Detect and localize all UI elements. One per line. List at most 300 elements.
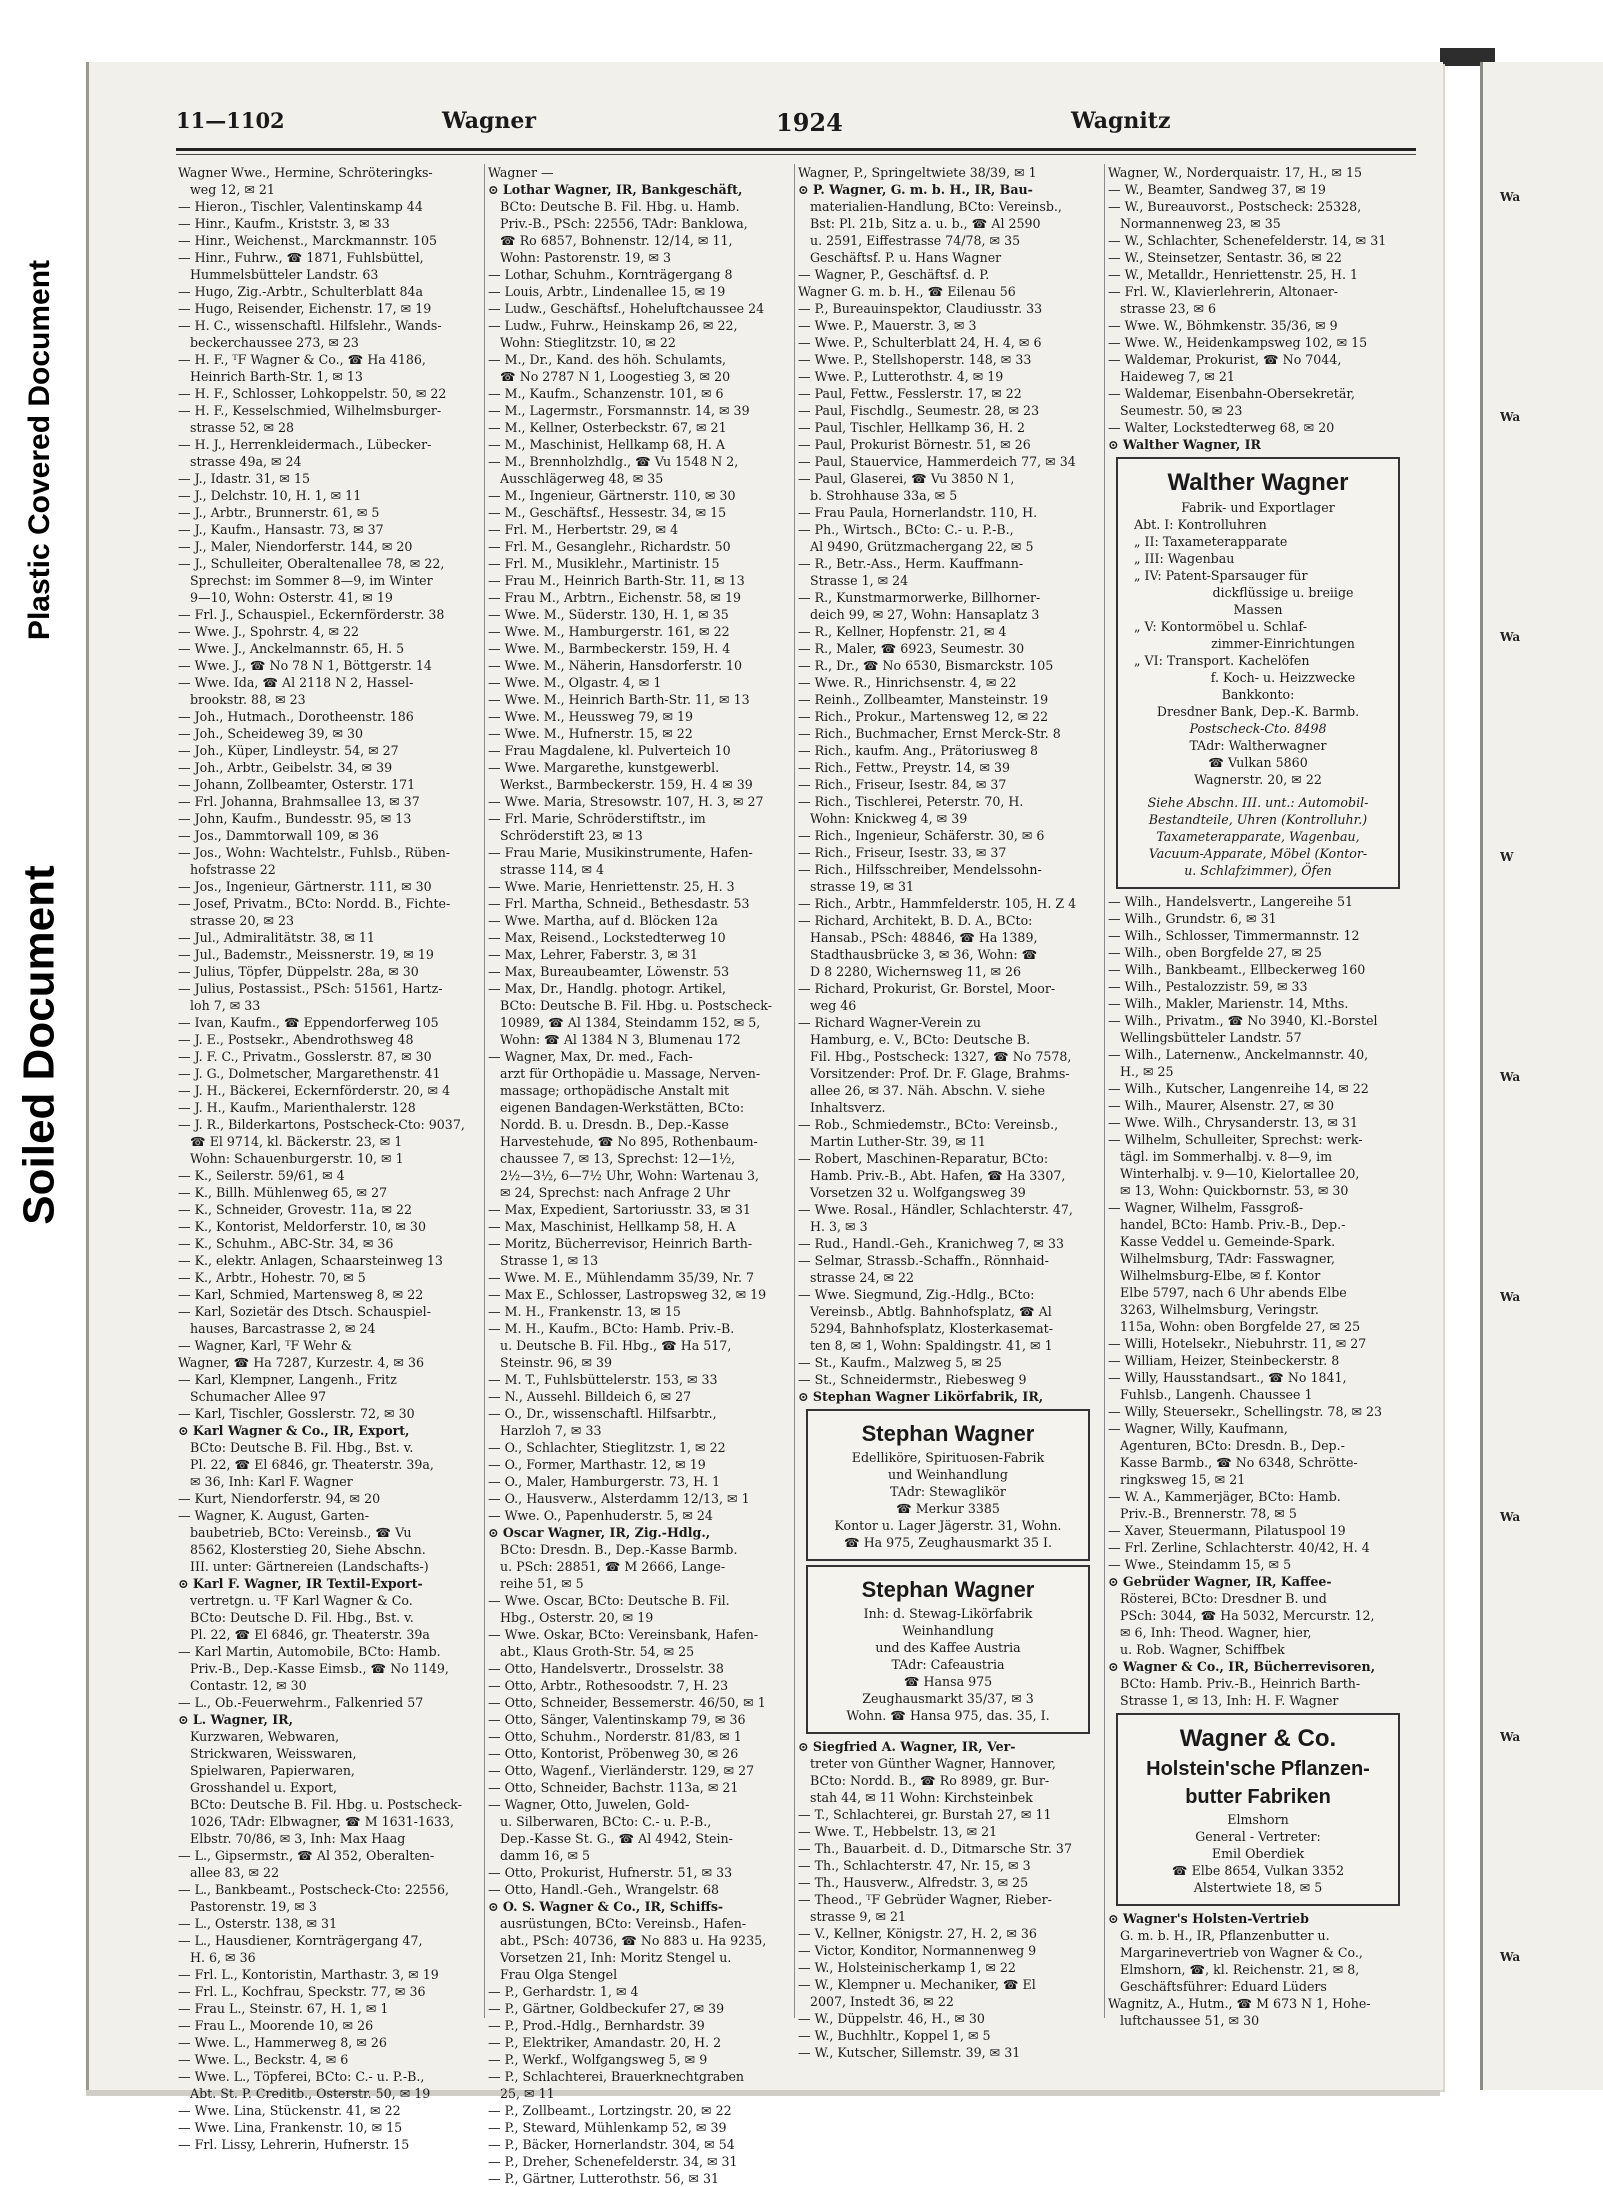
directory-entry-line: u. Deutsche B. Fil. Hbg., ☎ Ha 517, [500,1338,732,1353]
directory-entry-line: — St., Kaufm., Malzweg 5, ✉ 25 [798,1355,1002,1370]
directory-entry-line: Margarinevertrieb von Wagner & Co., [1120,1945,1363,1960]
directory-entry-line: H. 3, ✉ 3 [810,1219,868,1234]
directory-entry-line: — Th., Schlachterstr. 47, Nr. 15, ✉ 3 [798,1858,1031,1873]
directory-entry-line: — Th., Hausverw., Alfredstr. 3, ✉ 25 [798,1875,1029,1890]
directory-entry-line: — Wwe. P., Mauerstr. 3, ✉ 3 [798,318,977,333]
directory-entry-line: — Wwe. M., Süderstr. 130, H. 1, ✉ 35 [488,607,729,622]
directory-entry-line: Wagner, P., Springeltwiete 38/39, ✉ 1 [798,165,1037,180]
directory-entry-line: — Frau L., Steinstr. 67, H. 1, ✉ 1 [178,2001,389,2016]
directory-entry-line: — Frau Marie, Musikinstrumente, Hafen- [488,845,753,860]
directory-entry-line: — Frl. Lissy, Lehrerin, Hufnerstr. 15 [178,2137,410,2152]
directory-entry-line: allee 83, ✉ 22 [190,1865,280,1880]
directory-entry-line: — Otto, Arbtr., Rothesoodstr. 7, H. 23 [488,1678,729,1693]
directory-entry-line: — Wilh., Grundstr. 6, ✉ 31 [1108,911,1277,926]
directory-entry-line: — Louis, Arbtr., Lindenallee 15, ✉ 19 [488,284,726,299]
directory-entry-line: Geschäftsf. P. u. Hans Wagner [810,250,1002,265]
directory-entry-line: — L., Ob.-Feuerwehrm., Falkenried 57 [178,1695,424,1710]
directory-entry-line: — O., Maler, Hamburgerstr. 73, H. 1 [488,1474,721,1489]
directory-entry-line: — P., Steward, Mühlenkamp 52, ✉ 39 [488,2120,727,2135]
directory-entry-line: Hamb. Priv.-B., Abt. Hafen, ☎ Ha 3307, [810,1168,1066,1183]
directory-entry-line: — Theod., ᵀF Gebrüder Wagner, Rieber- [798,1892,1052,1907]
directory-entry-line: — Otto, Kontorist, Pröbenweg 30, ✉ 26 [488,1746,739,1761]
directory-entry-line: Al 9490, Grützmachergang 22, ✉ 5 [810,539,1034,554]
directory-entry-line: Geschäftsführer: Eduard Lüders [1120,1979,1327,1994]
directory-entry-line: — Frl. W., Klavierlehrerin, Altonaer- [1108,284,1339,299]
directory-entry-line: 8562, Klosterstieg 20, Siehe Abschn. [190,1542,426,1557]
directory-entry-line: Haideweg 7, ✉ 21 [1120,369,1235,384]
directory-entry-line: 25, ✉ 11 [500,2086,555,2101]
directory-entry-line: baubetrieb, BCto: Vereinsb., ☎ Vu [190,1525,412,1540]
ad-title: Wagner & Co. [1179,1725,1337,1752]
directory-entry-line: — Otto, Handl.-Geh., Wrangelstr. 68 [488,1882,719,1897]
ad-line: dickflüssige u. breiige [1212,585,1354,600]
directory-entry-line: strasse 9, ✉ 21 [810,1909,907,1924]
directory-entry-line: — Lothar, Schuhm., Kornträgergang 8 [488,267,733,282]
directory-entry-line: — Max E., Schlosser, Lastropsweg 32, ✉ 19 [488,1287,767,1302]
ad-line: TAdr: Cafeaustria [891,1657,1005,1672]
directory-entry-line: — Walter, Lockstedterweg 68, ✉ 20 [1108,420,1335,435]
directory-entry-line: — Jos., Ingenieur, Gärtnerstr. 111, ✉ 30 [178,879,432,894]
directory-entry-line: — T., Schlachterei, gr. Burstah 27, ✉ 11 [798,1807,1052,1822]
directory-entry-line: — Wwe. W., Heidenkampsweg 102, ✉ 15 [1108,335,1368,350]
directory-entry-line: Grosshandel u. Export, [190,1780,338,1795]
directory-entry-line: — Wagner, Willy, Kaufmann, [1108,1421,1288,1436]
directory-entry-line: — Paul, Fettw., Fesslerstr. 17, ✉ 22 [798,386,1022,401]
directory-entry-line: massage; orthopädische Anstalt mit [500,1083,730,1098]
directory-entry-line: — Wagner, P., Geschäftsf. d. P. [798,267,990,282]
ad-walther-wagner [1116,457,1400,889]
directory-entry-line: damm 16, ✉ 5 [500,1848,591,1863]
ad-note: Siehe Abschn. III. unt.: Automobil- [1147,795,1369,810]
directory-entry-line: — Xaver, Steuermann, Pilatuspool 19 [1108,1523,1346,1538]
directory-entry-line: ☎ No 2787 N 1, Loogestieg 3, ✉ 20 [500,369,731,384]
directory-entry-line: Wilhelmsburg-Elbe, ✉ f. Kontor [1120,1268,1321,1283]
directory-entry-line: — Wwe. P., Schulterblatt 24, H. 4, ✉ 6 [798,335,1042,350]
ad-title: Walther Wagner [1167,469,1349,496]
directory-entry-line: Fil. Hbg., Postscheck: 1327, ☎ No 7578, [810,1049,1072,1064]
ad-line: „ V: Kontormöbel u. Schlaf- [1134,619,1308,634]
directory-entry-line: ⊙ Stephan Wagner Likörfabrik, IR, [798,1389,1044,1404]
directory-entry-line: — Frl. L., Kontoristin, Marthastr. 3, ✉ 19 [178,1967,439,1982]
directory-entry-line: strasse 114, ✉ 4 [500,862,605,877]
directory-entry-line: — Rich., Ingenieur, Schäferstr. 30, ✉ 6 [798,828,1045,843]
ad-title: butter Fabriken [1185,1786,1331,1808]
directory-entry-line: — Johann, Zollbeamter, Osterstr. 171 [178,777,416,792]
directory-entry-line: — J. F. C., Privatm., Gosslerstr. 87, ✉ 30 [178,1049,432,1064]
directory-entry-line: — Jul., Bademstr., Meissnerstr. 19, ✉ 19 [178,947,434,962]
directory-entry-line: Spielwaren, Papierwaren, [190,1763,355,1778]
directory-entry-line: — J. H., Kaufm., Marienthalerstr. 128 [178,1100,416,1115]
directory-entry-line: — O., Dr., wissenschaftl. Hilfsarbtr., [488,1406,717,1421]
directory-entry-line: — W., Bureauvorst., Postscheck: 25328, [1108,199,1362,214]
directory-entry-line: — M., Kaufm., Schanzenstr. 101, ✉ 6 [488,386,724,401]
directory-entry-line: Wohn: Knickweg 4, ✉ 39 [810,811,968,826]
directory-entry-line: Priv.-B., Dep.-Kasse Eimsb., ☎ No 1149, [190,1661,449,1676]
directory-entry-line: — William, Heizer, Steinbeckerstr. 8 [1108,1353,1340,1368]
directory-entry-line: — P., Gerhardstr. 1, ✉ 4 [488,1984,639,1999]
ad-line: Alstertwiete 18, ✉ 5 [1193,1880,1323,1895]
directory-entry-line: — Paul, Prokurist Börnestr. 51, ✉ 26 [798,437,1031,452]
directory-entry-line: — Wilh., Privatm., ☎ No 3940, Kl.-Borstel [1108,1013,1378,1028]
directory-entry-line: Vorsetzen 21, Inh: Moritz Stengel u. [500,1950,732,1965]
directory-entry-line: Heinrich Barth-Str. 1, ✉ 13 [190,369,363,384]
directory-entry-line: — Frau L., Moorende 10, ✉ 26 [178,2018,374,2033]
directory-entry-line: — K., Arbtr., Hohestr. 70, ✉ 5 [178,1270,366,1285]
ad-stephan-wagner-1 [806,1409,1090,1561]
directory-entry-line: — Rich., Friseur, Isestr. 33, ✉ 37 [798,845,1007,860]
directory-entry-line: strasse 20, ✉ 23 [190,913,295,928]
directory-entry-line: — Wwe. M. E., Mühlendamm 35/39, Nr. 7 [488,1270,755,1285]
ad-line: „ IV: Patent-Sparsauger für [1134,568,1308,583]
directory-entry-line: — V., Kellner, Königstr. 27, H. 2, ✉ 36 [798,1926,1037,1941]
directory-entry-line: BCto: Deutsche D. Fil. Hbg., Bst. v. [190,1610,414,1625]
directory-entry-line: — Ludw., Fuhrw., Heinskamp 26, ✉ 22, [488,318,738,333]
directory-entry-line: Agenturen, BCto: Dresdn. B., Dep.- [1120,1438,1345,1453]
directory-entry-line: Wilhelmsburg, TAdr: Fasswagner, [1120,1251,1336,1266]
directory-entry-line: — M., Ingenieur, Gärtnerstr. 110, ✉ 30 [488,488,736,503]
directory-entry-line: — Frau Paula, Hornerlandstr. 110, H. [798,505,1038,520]
directory-entry-line: Kasse Veddel u. Gemeinde-Spark. [1120,1234,1336,1249]
directory-entry-line: — P., Gärtner, Lutterothstr. 56, ✉ 31 [488,2171,719,2186]
directory-entry-line: ⊙ Siegfried A. Wagner, IR, Ver- [798,1739,1016,1754]
directory-entry-line: Pl. 22, ☎ El 6846, gr. Theaterstr. 39a, [190,1457,434,1472]
directory-entry-line: — Frl. M., Musiklehr., Martinistr. 15 [488,556,720,571]
directory-entry-line: — Willy, Hausstandsart., ☎ No 1841, [1108,1370,1347,1385]
directory-entry-line: — J., Delchstr. 10, H. 1, ✉ 11 [178,488,362,503]
directory-entry-line: — M. H., Frankenstr. 13, ✉ 15 [488,1304,681,1319]
ad-line: Wohn. ☎ Hansa 975, das. 35, I. [846,1708,1050,1723]
directory-entry-line: deich 99, ✉ 27, Wohn: Hansaplatz 3 [810,607,1040,622]
directory-entry-line: — Otto, Prokurist, Hufnerstr. 51, ✉ 33 [488,1865,733,1880]
directory-entry-line: — R., Dr., ☎ No 6530, Bismarckstr. 105 [798,658,1054,673]
directory-entry-line: ☎ El 9714, kl. Bäckerstr. 23, ✉ 1 [190,1134,403,1149]
directory-entry-line: Strasse 1, ✉ 13, Inh: H. F. Wagner [1120,1693,1339,1708]
directory-entry-line: BCto: Nordd. B., ☎ Ro 8989, gr. Bur- [810,1773,1050,1788]
directory-entry-line: — Wwe. M., Olgastr. 4, ✉ 1 [488,675,662,690]
directory-entry-line: — Rud., Handl.-Geh., Kranichweg 7, ✉ 33 [798,1236,1064,1251]
directory-entry-line: — Frl. M., Gesanglehr., Richardstr. 50 [488,539,731,554]
ad-line: Bankkonto: [1221,687,1295,702]
directory-entry-line: — Willi, Hotelsekr., Niebuhrstr. 11, ✉ 27 [1108,1336,1367,1351]
directory-entry-line: — Wwe. R., Hinrichsenstr. 4, ✉ 22 [798,675,1017,690]
directory-entry-line: ⊙ L. Wagner, IR, [178,1712,293,1727]
directory-entry-line: Priv.-B., Brennerstr. 78, ✉ 5 [1120,1506,1297,1521]
directory-entry-line: ✉ 13, Wohn: Quickbornstr. 53, ✉ 30 [1120,1183,1349,1198]
ad-line: ☎ Ha 975, Zeughausmarkt 35 I. [844,1535,1052,1550]
directory-entry-line: — K., Schneider, Grovestr. 11a, ✉ 22 [178,1202,413,1217]
directory-entry-line: — P., Prod.-Hdlg., Bernhardstr. 39 [488,2018,705,2033]
directory-entry-line: — Wwe. T., Hebbelstr. 13, ✉ 21 [798,1824,998,1839]
directory-entry-line: Wellingsbütteler Landstr. 57 [1120,1030,1302,1045]
directory-entry-line: — Wwe. Maria, Stresowstr. 107, H. 3, ✉ 27 [488,794,764,809]
directory-entry-line: — Wilh., Bankbeamt., Ellbeckerweg 160 [1108,962,1366,977]
directory-entry-line: Priv.-B., PSch: 22556, TAdr: Banklowa, [500,216,748,231]
directory-entry-line: Hamburg, e. V., BCto: Deutsche B. [810,1032,1031,1047]
directory-entry-line: — Otto, Sänger, Valentinskamp 79, ✉ 36 [488,1712,746,1727]
directory-entry-line: — H. F., Schlosser, Lohkoppelstr. 50, ✉ 22 [178,386,447,401]
ad-line: ☎ Merkur 3385 [896,1501,1000,1516]
directory-entry-line: ⊙ P. Wagner, G. m. b. H., IR, Bau- [798,182,1033,197]
directory-entry-line: stah 44, ✉ 11 Wohn: Kirchsteinbek [810,1790,1033,1805]
directory-entry-line: abt., PSch: 40736, ☎ No 883 u. Ha 9235, [500,1933,767,1948]
directory-entry-line: — M., Geschäftsf., Hessestr. 34, ✉ 15 [488,505,727,520]
directory-entry-line: — Robert, Maschinen-Reparatur, BCto: [798,1151,1049,1166]
ad-line: Abt. I: Kontrolluhren [1134,517,1267,532]
adjacent-page-fragment: Wa [1500,630,1521,644]
soiled-document-label: Soiled Document [15,865,64,1225]
directory-entry-line: — Ludw., Geschäftsf., Hoheluftchaussee 24 [488,301,765,316]
directory-entry-line: — Otto, Handelsvertr., Drosselstr. 38 [488,1661,724,1676]
directory-entry-line: — Jos., Dammtorwall 109, ✉ 36 [178,828,379,843]
directory-entry-line: — Rich., Hilfsschreiber, Mendelssohn- [798,862,1042,877]
directory-entry-line: Martin Luther-Str. 39, ✉ 11 [810,1134,986,1149]
directory-entry-line: Elmshorn, ☎, kl. Reichenstr. 21, ✉ 8, [1120,1962,1360,1977]
directory-entry-line: — Joh., Hutmach., Dorotheenstr. 186 [178,709,414,724]
directory-entry-line: — Wwe. Oscar, BCto: Deutsche B. Fil. [488,1593,730,1608]
directory-entry-line: — Wagner, Karl, ᵀF Wehr & [178,1338,352,1353]
directory-entry-line: — M., Kellner, Osterbeckstr. 67, ✉ 21 [488,420,727,435]
directory-entry-line: — Wagner, Max, Dr. med., Fach- [488,1049,693,1064]
directory-entry-line: Strickwaren, Weisswaren, [190,1746,357,1761]
directory-entry-line: — P., Dreher, Schenefelderstr. 34, ✉ 31 [488,2154,738,2169]
ad-line: und Weinhandlung [888,1467,1008,1482]
ad-line: und des Kaffee Austria [875,1640,1021,1655]
directory-entry-line: — Rich., Prokur., Martensweg 12, ✉ 22 [798,709,1049,724]
directory-entry-line: — P., Gärtner, Goldbeckufer 27, ✉ 39 [488,2001,725,2016]
directory-entry-line: luftchaussee 51, ✉ 30 [1120,2013,1260,2028]
directory-entry-line: — K., Schuhm., ABC-Str. 34, ✉ 36 [178,1236,394,1251]
directory-entry-line: arzt für Orthopädie u. Massage, Nerven- [500,1066,761,1081]
directory-entry-line: H., ✉ 25 [1120,1064,1174,1079]
directory-entry-line: — J. G., Dolmetscher, Margarethenstr. 41 [178,1066,441,1081]
directory-entry-line: Nordd. B. u. Dresdn. B., Dep.-Kasse [500,1117,729,1132]
directory-entry-line: — Rich., Fettw., Preystr. 14, ✉ 39 [798,760,1011,775]
directory-entry-line: — Frl. Zerline, Schlachterstr. 40/42, H. 4 [1108,1540,1370,1555]
directory-entry-line: Harzloh 7, ✉ 33 [500,1423,602,1438]
directory-entry-line: — Wilhelm, Schulleiter, Sprechst: werk- [1108,1132,1363,1147]
directory-entry-line: ⊙ Gebrüder Wagner, IR, Kaffee- [1108,1574,1332,1589]
directory-entry-line: BCto: Hamb. Priv.-B., Heinrich Barth- [1120,1676,1361,1691]
column-4 [1108,164,1408,2028]
directory-entry-line: — Richard, Prokurist, Gr. Borstel, Moor- [798,981,1056,996]
ad-line: Emil Oberdiek [1211,1846,1305,1861]
directory-entry-line: — St., Schneidermstr., Riebesweg 9 [798,1372,1027,1387]
directory-entry-line: — Wilh., Makler, Marienstr. 14, Mths. [1108,996,1349,1011]
directory-entry-line: Wagner — [488,165,554,180]
directory-entry-line: — W., Metalldr., Henriettenstr. 25, H. 1 [1108,267,1358,282]
directory-entry-line: — O., Hausverw., Alsterdamm 12/13, ✉ 1 [488,1491,750,1506]
ad-stephan-wagner-2 [806,1565,1090,1734]
directory-entry-line: — Wwe. M., Heussweg 79, ✉ 19 [488,709,694,724]
adjacent-page-fragment: Wa [1500,1070,1521,1084]
directory-entry-line: u. PSch: 28851, ☎ M 2666, Lange- [500,1559,726,1574]
directory-entry-line: ⊙ Oscar Wagner, IR, Zig.-Hdlg., [488,1525,711,1540]
directory-entry-line: — Frau M., Heinrich Barth-Str. 11, ✉ 13 [488,573,745,588]
directory-entry-line: brookstr. 88, ✉ 23 [190,692,306,707]
directory-entry-line: 2007, Instedt 36, ✉ 22 [810,1994,954,2009]
directory-entry-line: — Ivan, Kaufm., ☎ Eppendorferweg 105 [178,1015,439,1030]
directory-entry-line: — Frl. J., Schauspiel., Eckernförderstr. 38 [178,607,445,622]
directory-entry-line: ⊙ Lothar Wagner, IR, Bankgeschäft, [488,182,743,197]
directory-entry-line: Wohn: Pastorenstr. 19, ✉ 3 [500,250,672,265]
directory-entry-line: — Wwe. Marie, Henriettenstr. 25, H. 3 [488,879,735,894]
ad-line: Postscheck-Cto. 8498 [1189,721,1327,736]
plastic-covered-label: Plastic Covered Document [23,259,56,641]
directory-entry-line: — Paul, Glaserei, ☎ Vu 3850 N 1, [798,471,1015,486]
directory-entry-line: — Wwe. Lina, Frankenstr. 10, ✉ 15 [178,2120,403,2135]
ad-line: zimmer-Einrichtungen [1211,636,1355,651]
directory-entry-line: — Richard Wagner-Verein zu [798,1015,981,1030]
ad-line: TAdr: Stewaglikör [890,1484,1006,1499]
directory-entry-line: Wohn: Stieglitzstr. 10, ✉ 22 [500,335,676,350]
directory-entry-line: — Karl, Tischler, Gosslerstr. 72, ✉ 30 [178,1406,415,1421]
directory-entry-line: Wohn: Schauenburgerstr. 10, ✉ 1 [190,1151,404,1166]
directory-entry-line: — W. A., Kammerjäger, BCto: Hamb. [1108,1489,1341,1504]
directory-entry-line: — Max, Maschinist, Hellkamp 58, H. A [488,1219,736,1234]
directory-entry-line: — O., Former, Marthastr. 12, ✉ 19 [488,1457,706,1472]
directory-entry-line: 2½—3½, 6—7½ Uhr, Wohn: Wartenau 3, [500,1168,760,1183]
ad-title: Holstein'sche Pflanzen- [1146,1758,1370,1780]
directory-entry-line: Ausschlägerweg 48, ✉ 35 [500,471,664,486]
directory-entry-line: strasse 24, ✉ 22 [810,1270,915,1285]
directory-entry-line: Vorsetzen 32 u. Wolfgangsweg 39 [810,1185,1026,1200]
directory-entry-line: — H. F., Kesselschmied, Wilhelmsburger- [178,403,442,418]
directory-entry-line: — Paul, Stauervice, Hammerdeich 77, ✉ 34 [798,454,1076,469]
directory-entry-line: III. unter: Gärtnereien (Landschafts-) [190,1559,429,1574]
directory-entry-line: — Waldemar, Prokurist, ☎ No 7044, [1108,352,1342,367]
ad-line: ☎ Vulkan 5860 [1208,755,1308,770]
ad-line: Zeughausmarkt 35/37, ✉ 3 [862,1691,1034,1706]
directory-entry-line: — Kurt, Niendorferstr. 94, ✉ 20 [178,1491,381,1506]
directory-entry-line: — M., Maschinist, Hellkamp 68, H. A [488,437,725,452]
directory-entry-line: — Wilh., oben Borgfelde 27, ✉ 25 [1108,945,1322,960]
directory-entry-line: — John, Kaufm., Bundesstr. 95, ✉ 13 [178,811,412,826]
directory-entry-line: — W., Holsteinischerkamp 1, ✉ 22 [798,1960,1016,1975]
directory-entry-line: Bst: Pl. 21b, Sitz a. u. b., ☎ Al 2590 [810,216,1041,231]
directory-entry-line: — J. E., Postsekr., Abendrothsweg 48 [178,1032,414,1047]
directory-entry-line: materialien-Handlung, BCto: Vereinsb., [810,199,1062,214]
directory-entry-line: handel, BCto: Hamb. Priv.-B., Dep.- [1120,1217,1346,1232]
column-divider [794,164,795,2018]
directory-entry-line: — K., Billh. Mühlenweg 65, ✉ 27 [178,1185,388,1200]
ad-line: Kontor u. Lager Jägerstr. 31, Wohn. [834,1518,1062,1533]
directory-entry-line: — P., Elektriker, Amandastr. 20, H. 2 [488,2035,722,2050]
directory-entry-line: — N., Aussehl. Billdeich 6, ✉ 27 [488,1389,692,1404]
directory-entry-line: Wagner, W., Norderquaistr. 17, H., ✉ 15 [1108,165,1363,180]
header-year: 1924 [776,108,843,137]
directory-entry-line: — W., Düppelstr. 46, H., ✉ 30 [798,2011,985,2026]
directory-entry-line: — Joh., Scheideweg 39, ✉ 30 [178,726,364,741]
directory-entry-line: — Joh., Arbtr., Geibelstr. 34, ✉ 39 [178,760,393,775]
directory-entry-line: Winterhalbj. v. 9—10, Kielortallee 20, [1120,1166,1360,1181]
directory-entry-line: — M., Lagermstr., Forsmannstr. 14, ✉ 39 [488,403,750,418]
directory-entry-line: — Richard, Architekt, B. D. A., BCto: [798,913,1033,928]
ad-line: ☎ Elbe 8654, Vulkan 3352 [1171,1863,1345,1878]
ad-line: Wagnerstr. 20, ✉ 22 [1194,772,1322,787]
directory-entry-line: — H. J., Herrenkleidermach., Lübecker- [178,437,432,452]
directory-entry-line: — Hinr., Weichenst., Marckmannstr. 105 [178,233,438,248]
directory-entry-line: — Paul, Fischdlg., Seumestr. 28, ✉ 23 [798,403,1040,418]
directory-entry-line: Kasse Barmb., ☎ No 6348, Schrötte- [1120,1455,1358,1470]
directory-entry-line: — Wwe. Lina, Stückenstr. 41, ✉ 22 [178,2103,401,2118]
directory-entry-line: — H. C., wissenschaftl. Hilfslehr., Wands- [178,318,442,333]
directory-entry-line: — Otto, Wagenf., Vierländerstr. 129, ✉ 27 [488,1763,755,1778]
directory-entry-line: strasse 49a, ✉ 24 [190,454,302,469]
ad-line: TAdr: Waltherwagner [1189,738,1327,753]
adjacent-page-fragment: Wa [1500,1290,1521,1304]
ad-line: Fabrik- und Exportlager [1181,500,1335,515]
directory-entry-line: — J., Arbtr., Brunnerstr. 61, ✉ 5 [178,505,380,520]
page-number: 11—1102 [176,108,285,133]
directory-entry-line: Vorsitzender: Prof. Dr. F. Glage, Brahms- [810,1066,1070,1081]
directory-entry-line: — Rich., Friseur, Isestr. 84, ✉ 37 [798,777,1007,792]
directory-entry-line: — Frl. L., Kochfrau, Speckstr. 77, ✉ 36 [178,1984,426,1999]
directory-entry-line: — W., Kutscher, Sillemstr. 39, ✉ 31 [798,2045,1021,2060]
directory-entry-line: — Max, Expedient, Sartoriusstr. 33, ✉ 31 [488,1202,751,1217]
directory-entry-line: — Hugo, Zig.-Arbtr., Schulterblatt 84a [178,284,424,299]
directory-entry-line: — L., Gipsermstr., ☎ Al 352, Oberalten- [178,1848,435,1863]
directory-entry-line: hofstrasse 22 [190,862,276,877]
directory-entry-line: — Rich., Tischlerei, Peterstr. 70, H. [798,794,1024,809]
ad-note: u. Schlafzimmer), Öfen [1184,863,1332,878]
directory-entry-line: Sprechst: im Sommer 8—9, im Winter [190,573,433,588]
directory-entry-line: — Rich., kaufm. Ang., Prätoriusweg 8 [798,743,1038,758]
directory-entry-line: — M., Brennholzhdlg., ☎ Vu 1548 N 2, [488,454,739,469]
directory-entry-line: — Max, Lehrer, Faberstr. 3, ✉ 31 [488,947,698,962]
directory-entry-line: — L., Hausdiener, Kornträgergang 47, [178,1933,423,1948]
ad-line: General - Vertreter: [1195,1829,1321,1844]
directory-entry-line: BCto: Dresdn. B., Dep.-Kasse Barmb. [500,1542,738,1557]
directory-entry-line: ⊙ Karl F. Wagner, IR Textil-Export- [178,1576,423,1591]
directory-entry-line: — Frl. Marie, Schröderstiftstr., im [488,811,706,826]
directory-entry-line: — J., Schulleiter, Oberaltenallee 78, ✉ 22, [178,556,445,571]
directory-entry-line: — Frl. Martha, Schneid., Bethesdastr. 53 [488,896,750,911]
directory-entry-line: — Frau Magdalene, kl. Pulverteich 10 [488,743,731,758]
adjacent-page-fragment: Wa [1500,1510,1521,1524]
directory-entry-line: — L., Bankbeamt., Postscheck-Cto: 22556, [178,1882,449,1897]
directory-entry-line: — Wwe. P., Lutterothstr. 4, ✉ 19 [798,369,1004,384]
directory-entry-line: — Willy, Steuersekr., Schellingstr. 78, ✉ 23 [1108,1404,1383,1419]
directory-entry-line: — R., Kunstmarmorwerke, Billhorner- [798,590,1041,605]
directory-entry-line: eigenen Bandagen-Werkstätten, BCto: [500,1100,745,1115]
directory-entry-line: — R., Betr.-Ass., Herm. Kauffmann- [798,556,1024,571]
directory-entry-line: 9—10, Wohn: Osterstr. 41, ✉ 19 [190,590,393,605]
directory-entry-line: Schröderstift 23, ✉ 13 [500,828,643,843]
directory-entry-line: — Wwe. J., Spohrstr. 4, ✉ 22 [178,624,360,639]
directory-entry-line: 10989, ☎ Al 1384, Steindamm 152, ✉ 5, [500,1015,761,1030]
directory-entry-line: Dep.-Kasse St. G., ☎ Al 4942, Stein- [500,1831,733,1846]
directory-entry-line: ⊙ Karl Wagner & Co., IR, Export, [178,1423,410,1438]
directory-entry-line: — K., Kontorist, Meldorferstr. 10, ✉ 30 [178,1219,426,1234]
ad-title: Stephan Wagner [861,1577,1035,1602]
directory-entry-line: — Wwe. P., Stellshoperstr. 148, ✉ 33 [798,352,1032,367]
ad-line: ☎ Hansa 975 [903,1674,993,1689]
directory-entry-line: weg 46 [810,998,857,1013]
header-right-word: Wagnitz [1071,108,1171,134]
directory-entry-line: 3263, Wilhelmsburg, Veringstr. [1120,1302,1319,1317]
directory-entry-line: u. Rob. Wagner, Schiffbek [1120,1642,1285,1657]
directory-entry-line: treter von Günther Wagner, Hannover, [810,1756,1056,1771]
column-divider [484,164,485,2018]
adjacent-page-fragment: W [1500,850,1514,864]
directory-entry-line: — Wagner, Otto, Juwelen, Gold- [488,1797,690,1812]
directory-entry-line: reihe 51, ✉ 5 [500,1576,584,1591]
directory-entry-line: — Wagner, K. August, Garten- [178,1508,370,1523]
directory-entry-line: BCto: Deutsche B. Fil. Hbg., Bst. v. [190,1440,414,1455]
directory-entry-line: — Karl, Schmied, Martensweg 8, ✉ 22 [178,1287,424,1302]
directory-entry-line: — K., elektr. Anlagen, Schaarsteinweg 13 [178,1253,443,1268]
directory-entry-line: strasse 19, ✉ 31 [810,879,915,894]
